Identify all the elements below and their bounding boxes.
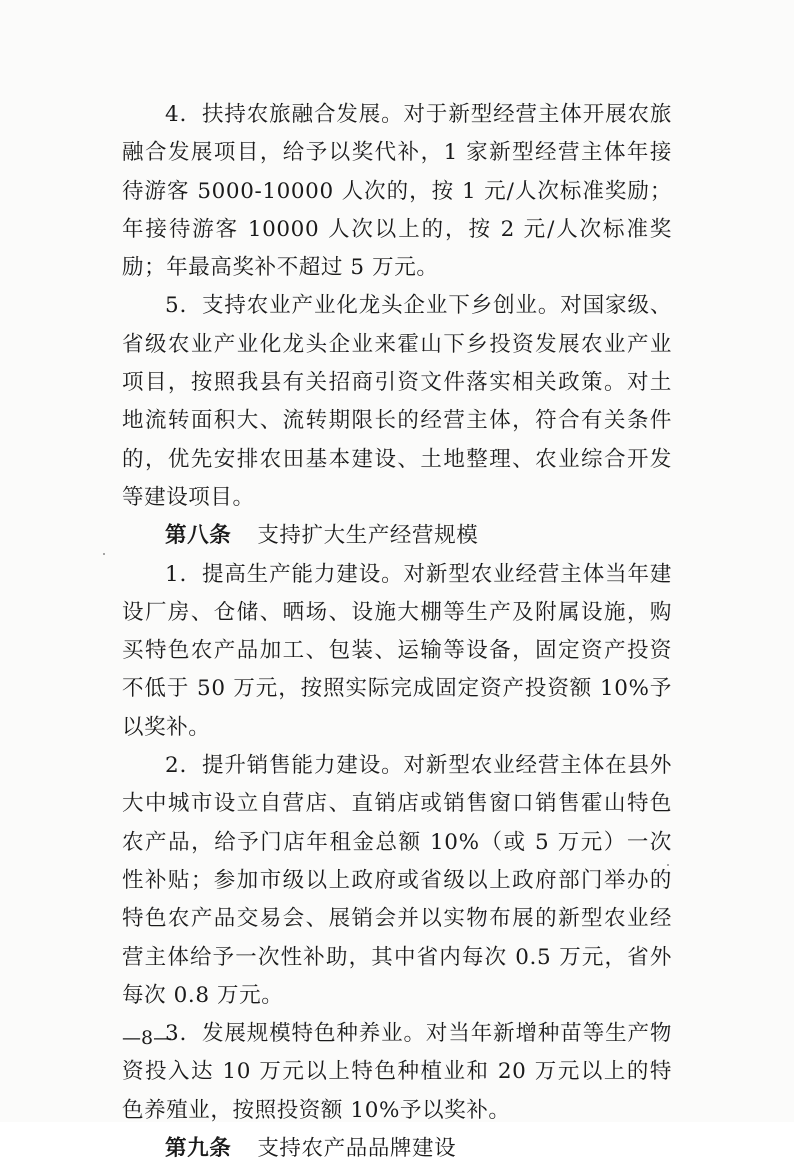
- article-heading-8: [122, 517, 672, 555]
- paragraph-scale-farming: 3．发展规模特色种养业。对当年新增种苗等生产物资投入达 10 万元以上特色种植业和 20 万元以上的特色养殖业，按照投资额 10%予以奖补。: [122, 1021, 672, 1123]
- paragraph-agri-tourism: 4．扶持农旅融合发展。对于新型经营主体开展农旅融合发展项目，给予以奖代补，1 家新型经营主体年接待游客 5000-10000 人次的，按 1 元/人次标准奖励；年接待游客 10000 人次以上的，按 2 元/人次标准奖励；年最高奖补不超过 5 万元。: [122, 102, 672, 281]
- paragraph-leading-enterprises: 5．支持农业产业化龙头企业下乡创业。对国家级、省级农业产业化龙头企业来霍山下乡投资发展农业产业项目，按照我县有关招商引资文件落实相关政策。对土地流转面积大、流转期限长的经营主体，符合有关条件的，优先安排农田基本建设、土地整理、农业综合开发等建设项目。: [122, 293, 672, 510]
- article-number: 第九条: [165, 1136, 232, 1162]
- page-number: —8—: [122, 1027, 173, 1049]
- paragraph-sales-capacity: 2．提升销售能力建设。对新型农业经营主体在县外大中城市设立自营店、直销店或销售窗口销售霍山特色农产品，给予门店年租金总额 10%（或 5 万元）一次性补贴；参加市级以上政府或省级以上政府部门举办的特色农产品交易会、展销会并以实物布展的新型农业经营主体给予一次性补助，其中省内每次 0.5 万元，省外每次 0.8 万元。: [122, 753, 672, 1008]
- article-number: 第八条: [165, 523, 232, 549]
- article-title: 支持农产品品牌建设: [257, 1136, 457, 1162]
- scan-speck: [667, 864, 669, 866]
- paragraph-production-capacity: 1．提高生产能力建设。对新型农业经营主体当年建设厂房、仓储、晒场、设施大棚等生产及附属设施，购买特色农产品加工、包装、运输等设备，固定资产投资不低于 50 万元，按照实际完成固定资产投资额 10%予以奖补。: [122, 561, 672, 740]
- document-body: [122, 96, 672, 1168]
- article-heading-9: [122, 1130, 672, 1168]
- scan-speck: [103, 553, 105, 555]
- article-title: 支持扩大生产经营规模: [257, 523, 479, 549]
